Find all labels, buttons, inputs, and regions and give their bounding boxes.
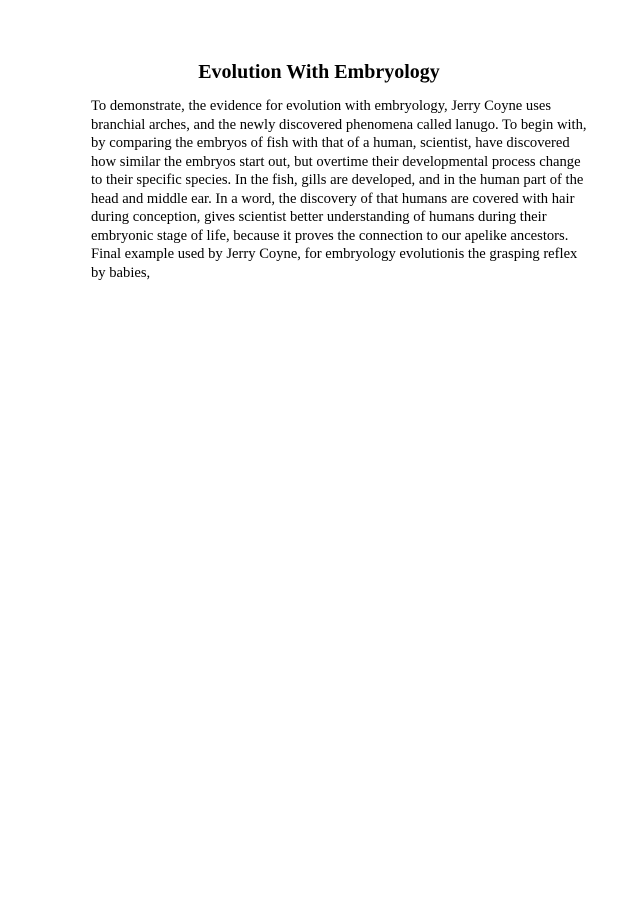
paragraph-line: by comparing the embryos of fish with that of a human, scientist, have discovered <box>91 135 570 151</box>
paragraph-line: branchial arches, and the newly discovered phenomena called lanugo. To begin with, <box>91 116 587 133</box>
document-title: Evolution With Embryology <box>198 61 440 83</box>
paragraph-line: embryonic stage of life, because it proves the connection to our apelike ancestors. <box>91 227 569 244</box>
paragraph-line: by babies, <box>91 264 151 281</box>
paragraph-line: to their specific species. In the fish, gills are developed, and in the human part of the <box>91 172 584 188</box>
paragraph-line: during conception, gives scientist better understanding of humans during their <box>91 209 547 225</box>
body-paragraph <box>91 97 587 282</box>
paragraph-line: Final example used by Jerry Coyne, for embryology evolutionis the grasping reflex <box>91 246 578 262</box>
paragraph-line: To demonstrate, the evidence for evolution with embryology, Jerry Coyne uses <box>91 98 552 114</box>
paragraph-line: how similar the embryos start out, but overtime their developmental process change <box>91 153 581 170</box>
paragraph-line: head and middle ear. In a word, the discovery of that humans are covered with hair <box>91 190 575 207</box>
